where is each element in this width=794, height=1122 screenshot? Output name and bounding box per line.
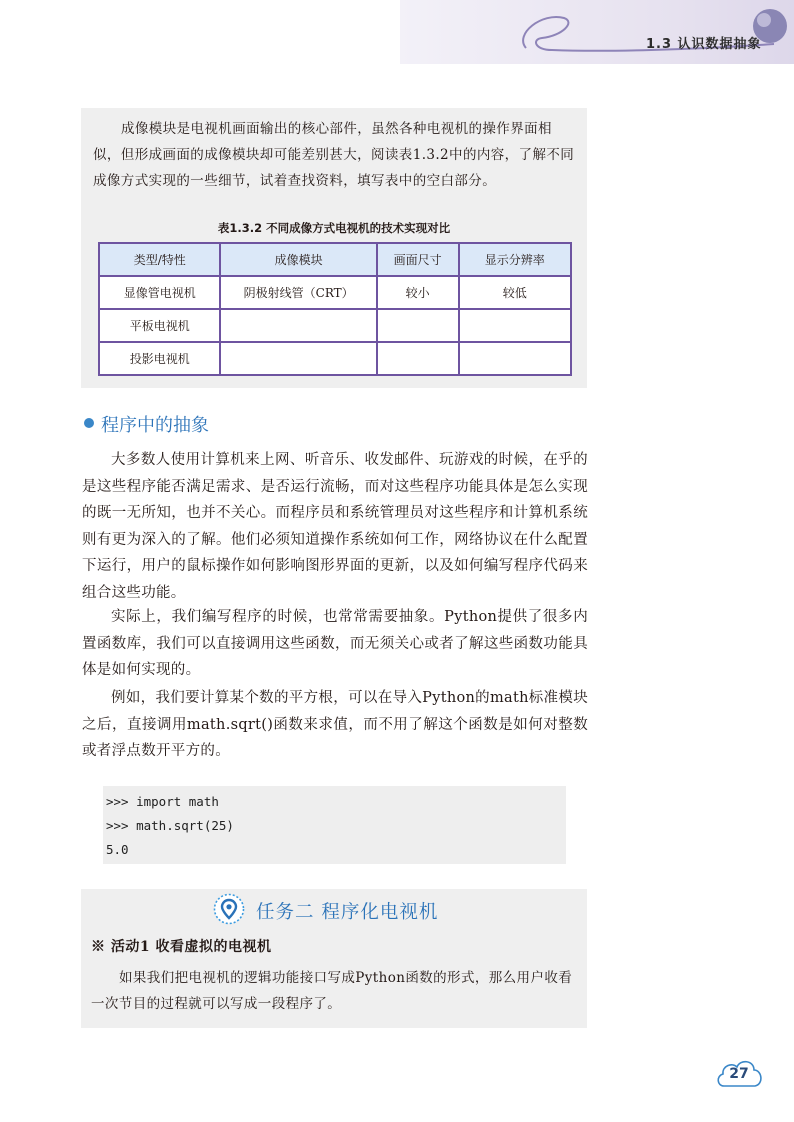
body-paragraph: 大多数人使用计算机来上网、听音乐、收发邮件、玩游戏的时候，在乎的是这些程序能否满足需求、是否运行流畅，而对这些程序功能具体是怎么实现的既一无所知，也并不关心。而程序员和系统管理员对这些程序和计算机系统则有更为深入的了解。他们必须知道操作系统如何工作，网络协议在什么配置下运行，用户的鼠标操作如何影响图形界面的更新，以及如何编写程序代码来组合这些功能。: [82, 452, 588, 601]
table-row: [99, 342, 571, 375]
table-caption: 表1.3.2 不同成像方式电视机的技术实现对比: [217, 221, 451, 235]
location-pin-icon: [213, 893, 245, 925]
table-cell: 投影电视机: [99, 342, 220, 375]
chapter-section-title: 1.3 认识数据抽象: [646, 37, 762, 52]
table-cell: 较低: [459, 276, 572, 309]
body-paragraph: 例如，我们要计算某个数的平方根，可以在导入Python的math标准模块之后，直接调用math.sqrt()函数来求值，而不用了解这个函数是如何对整数或者浮点数开平方的。: [82, 690, 588, 759]
table-row: [99, 276, 571, 309]
code-line: >>> math.sqrt(25): [106, 818, 234, 833]
task-box: [81, 889, 587, 1028]
table-cell: 显像管电视机: [99, 276, 220, 309]
table-cell: [459, 342, 572, 375]
table-header-row: [99, 243, 571, 276]
task-paragraph: 如果我们把电视机的逻辑功能接口写成Python函数的形式，那么用户收看一次节目的过程就可以写成一段程序了。: [91, 970, 573, 1012]
code-line: 5.0: [106, 842, 129, 857]
table-cell: [459, 309, 572, 342]
task-heading: 任务二 程序化电视机: [256, 902, 439, 923]
section-heading: 程序中的抽象: [101, 415, 209, 436]
code-line: >>> import math: [106, 794, 219, 809]
intro-paragraph: 成像模块是电视机画面输出的核心部件，虽然各种电视机的操作界面相似，但形成画面的成像模块却可能差别甚大，阅读表1.3.2中的内容，了解不同成像方式实现的一些细节，试着查找资料，填写表中的空白部分。: [93, 121, 575, 189]
activity-heading: ※ 活动1 收看虚拟的电视机: [91, 939, 272, 955]
code-block: [103, 786, 566, 864]
table-cell: [377, 309, 459, 342]
table-header-cell: 显示分辨率: [459, 243, 572, 276]
table-header-cell: 类型/特性: [99, 243, 220, 276]
table-cell: [377, 342, 459, 375]
table-cell: 平板电视机: [99, 309, 220, 342]
comparison-table: [98, 242, 572, 376]
section-bullet-icon: [84, 418, 94, 428]
intro-box: [81, 108, 587, 388]
table-cell: 阴极射线管（CRT）: [220, 276, 376, 309]
table-header-cell: 画面尺寸: [377, 243, 459, 276]
body-paragraph: 实际上，我们编写程序的时候，也常常需要抽象。Python提供了很多内置函数库，我们可以直接调用这些函数，而无须关心或者了解这些函数功能具体是如何实现的。: [82, 609, 588, 678]
table-cell: [220, 309, 376, 342]
table-cell: [220, 342, 376, 375]
table-row: [99, 309, 571, 342]
table-header-cell: 成像模块: [220, 243, 376, 276]
page-number: 27: [729, 1066, 749, 1082]
table-cell: 较小: [377, 276, 459, 309]
